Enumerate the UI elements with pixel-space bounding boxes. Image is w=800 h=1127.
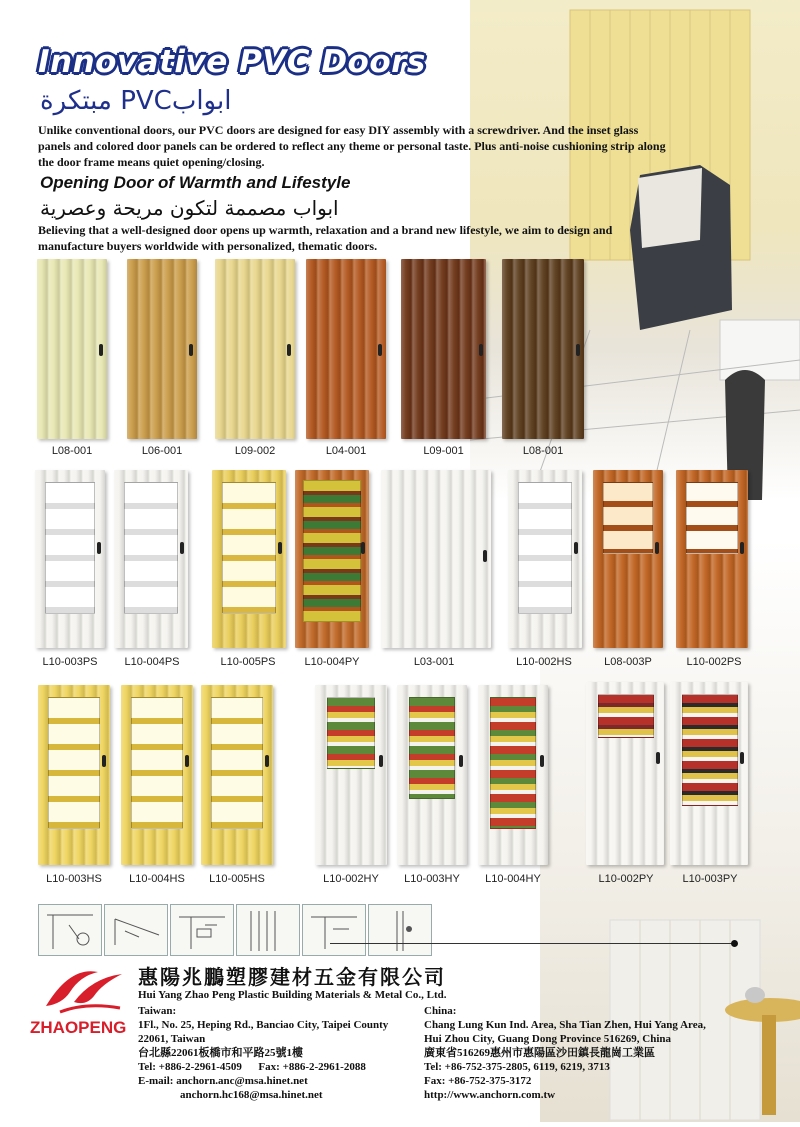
product-code: L10-005HS xyxy=(209,873,265,885)
brand-name: ZHAOPENG xyxy=(30,1018,127,1037)
glass-panel xyxy=(222,482,276,614)
door-image xyxy=(38,685,110,865)
stained-glass-panel xyxy=(682,694,738,806)
door-image xyxy=(37,259,107,439)
door-image xyxy=(295,470,369,648)
divider-dot xyxy=(731,940,738,947)
china-address-line2: Hui Zhou City, Guang Dong Province 516269, China xyxy=(424,1033,672,1045)
door-handle-icon xyxy=(287,344,291,356)
glass-panel xyxy=(48,697,100,829)
installation-step-diagram xyxy=(302,904,366,956)
glass-panel xyxy=(131,697,183,829)
door-handle-icon xyxy=(655,542,659,554)
door-image xyxy=(201,685,273,865)
taiwan-email[interactable]: E-mail: anchorn.anc@msa.hinet.net xyxy=(138,1075,308,1087)
door-handle-icon xyxy=(99,344,103,356)
door-handle-icon xyxy=(574,542,578,554)
door-handle-icon xyxy=(361,542,365,554)
product-code: L10-003HY xyxy=(404,873,460,885)
china-fax: Fax: +86-752-375-3172 xyxy=(424,1075,532,1087)
installation-step-diagram xyxy=(38,904,102,956)
arabic-title: ابوابPVC مبتكرة xyxy=(40,86,232,116)
taiwan-label: Taiwan: xyxy=(138,1005,177,1017)
product-code: L10-002PY xyxy=(598,873,654,885)
china-tel: Tel: +86-752-375-2805, 6119, 6219, 3713 xyxy=(424,1061,610,1073)
door-handle-icon xyxy=(740,542,744,554)
intro-paragraph: Unlike conventional doors, our PVC doors are designed for easy DIY assembly with a screwdriver. And the inset glass panels and colored door panels can be ordered to reflect any theme or personal taste. Plus anti-noise cushioning strip along the door frame means quiet opening/closing. xyxy=(38,123,666,169)
glass-panel xyxy=(603,482,653,554)
door-handle-icon xyxy=(459,755,463,767)
glass-panel xyxy=(124,482,178,614)
door-image xyxy=(401,259,486,439)
door-handle-icon xyxy=(278,542,282,554)
taiwan-tel-fax: Tel: +886-2-2961-4509 Fax: +886-2-2961-2088 xyxy=(138,1061,366,1073)
door-handle-icon xyxy=(656,752,660,764)
door-image xyxy=(212,470,286,648)
product-code: L08-001 xyxy=(51,445,93,457)
door-handle-icon xyxy=(102,755,106,767)
product-code: L08-001 xyxy=(522,445,564,457)
door-handle-icon xyxy=(540,755,544,767)
stained-glass-panel xyxy=(490,697,536,829)
installation-step-diagram xyxy=(236,904,300,956)
product-code: L10-004HS xyxy=(129,873,185,885)
door-handle-icon xyxy=(483,550,487,562)
product-code: L10-004HY xyxy=(485,873,541,885)
door-handle-icon xyxy=(185,755,189,767)
glass-panel xyxy=(45,482,95,614)
product-code: L10-002PS xyxy=(686,656,742,668)
door-handle-icon xyxy=(97,542,101,554)
door-image xyxy=(502,259,584,439)
china-address xyxy=(424,1004,706,1102)
stained-glass-panel xyxy=(303,480,361,622)
stained-glass-panel xyxy=(409,697,455,799)
product-code: L04-001 xyxy=(325,445,367,457)
door-handle-icon xyxy=(479,344,483,356)
door-handle-icon xyxy=(189,344,193,356)
door-handle-icon xyxy=(576,344,580,356)
product-code: L10-002HY xyxy=(323,873,379,885)
product-code: L10-002HS xyxy=(516,656,572,668)
product-code: L09-001 xyxy=(423,445,464,457)
door-image xyxy=(478,685,548,865)
door-image xyxy=(397,685,467,865)
product-code: L03-001 xyxy=(413,656,455,668)
taiwan-address-chinese: 台北縣22061板橋市和平路25號1樓 xyxy=(138,1047,303,1059)
door-image xyxy=(35,470,105,648)
taiwan-address-line1: 1Fl., No. 25, Heping Rd., Banciao City, Taipei County xyxy=(138,1019,389,1031)
taiwan-email-2[interactable]: anchorn.hc168@msa.hinet.net xyxy=(180,1089,323,1101)
door-image xyxy=(670,682,748,865)
arabic-subtitle: ابواب مصممة لتكون مريحة وعصرية xyxy=(40,196,339,220)
company-chinese-name: 惠陽兆鵬塑膠建材五金有限公司 xyxy=(138,965,446,989)
door-handle-icon xyxy=(379,755,383,767)
zhaopeng-logo xyxy=(40,962,128,1018)
door-image xyxy=(508,470,582,648)
taiwan-address xyxy=(138,1004,388,1102)
company-english-name: Hui Yang Zhao Peng Plastic Building Materials & Metal Co., Ltd. xyxy=(138,989,447,1001)
door-image xyxy=(381,470,491,648)
product-code: L06-001 xyxy=(141,445,183,457)
china-label: China: xyxy=(424,1005,457,1017)
installation-step-diagram xyxy=(104,904,168,956)
door-image xyxy=(593,470,663,648)
door-handle-icon xyxy=(740,752,744,764)
product-code: L09-002 xyxy=(234,445,276,457)
product-code: L10-004PS xyxy=(124,656,180,668)
stained-glass-panel xyxy=(598,694,654,738)
product-code: L10-005PS xyxy=(220,656,276,668)
door-image xyxy=(586,682,664,865)
page-title: Innovative PVC Doors xyxy=(38,44,426,80)
taiwan-address-line2: 22061, Taiwan xyxy=(138,1033,206,1045)
door-handle-icon xyxy=(265,755,269,767)
glass-panel xyxy=(686,482,738,554)
door-image xyxy=(127,259,197,439)
divider-line xyxy=(330,943,735,944)
door-image xyxy=(215,259,295,439)
door-image xyxy=(315,685,387,865)
glass-panel xyxy=(518,482,572,614)
installation-step-diagram xyxy=(368,904,432,956)
china-address-chinese: 廣東省516269惠州市惠陽區沙田鎮長龍崗工業區 xyxy=(424,1047,655,1059)
product-code: L10-003HS xyxy=(46,873,102,885)
door-handle-icon xyxy=(180,542,184,554)
product-code: L10-003PY xyxy=(682,873,738,885)
product-code: L10-004PY xyxy=(304,656,360,668)
section-subtitle: Opening Door of Warmth and Lifestyle xyxy=(40,173,351,192)
product-code: L08-003P xyxy=(604,656,652,668)
glass-panel xyxy=(211,697,263,829)
door-image xyxy=(121,685,193,865)
door-image xyxy=(676,470,748,648)
door-handle-icon xyxy=(378,344,382,356)
belief-paragraph: Believing that a well-designed door opens up warmth, relaxation and a brand new lifestyle, we aim to design and manufacture buyers worldwide with personalized, thematic doors. xyxy=(38,223,613,253)
stained-glass-panel xyxy=(327,697,375,769)
website-link[interactable]: http://www.anchorn.com.tw xyxy=(424,1089,556,1101)
door-image xyxy=(114,470,188,648)
product-code: L10-003PS xyxy=(42,656,98,668)
installation-step-diagram xyxy=(170,904,234,956)
china-address-line1: Chang Lung Kun Ind. Area, Sha Tian Zhen, Hui Yang Area, xyxy=(424,1019,706,1031)
door-image xyxy=(306,259,386,439)
